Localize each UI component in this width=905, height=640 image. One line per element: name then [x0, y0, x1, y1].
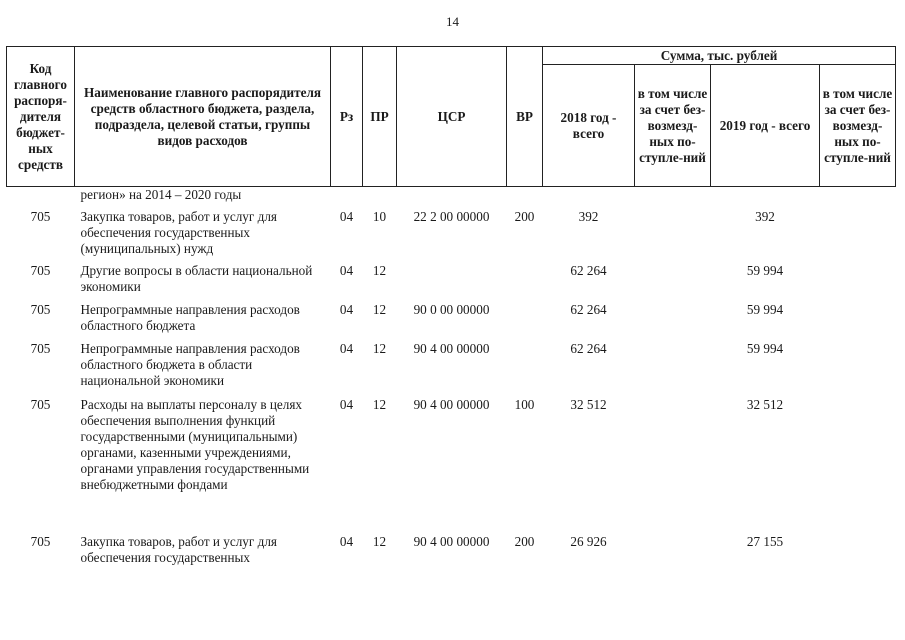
row-2019-total: 32 512 [746, 397, 784, 412]
row-name: Непрограммные направления расходов областного бюджета [80, 302, 300, 333]
row-code: 705 [30, 341, 51, 356]
row-2018-free [635, 532, 711, 572]
row-2018-free [635, 339, 711, 395]
row-code: 705 [30, 534, 51, 549]
row-code: 705 [30, 302, 51, 317]
row-name: Закупка товаров, работ и услуг для обеспечения государственных [80, 534, 277, 565]
row-code: 705 [30, 263, 51, 278]
row-2018-free [635, 300, 711, 339]
row-2019-total: 27 155 [746, 534, 784, 549]
row-2018-free [635, 395, 711, 532]
row-csr [397, 261, 507, 300]
row-pr: 12 [372, 302, 387, 317]
row-2018-total: 62 264 [570, 341, 607, 356]
row-vr [507, 339, 543, 395]
row-2018-free [635, 261, 711, 300]
row-2019-free [820, 532, 896, 572]
table-row [7, 261, 896, 300]
cont-code-cell [7, 187, 75, 208]
row-rz: 04 [339, 534, 354, 549]
table-row [7, 300, 896, 339]
header-2018-free: в том числе за счет без-возмезд-ных по-ступле-ний [635, 65, 711, 187]
row-name: Закупка товаров, работ и услуг для обеспечения государственных (муниципальных) нужд [80, 209, 277, 256]
row-code: 705 [30, 209, 51, 224]
row-name: Непрограммные направления расходов областного бюджета в области национальной экономики [80, 341, 300, 388]
row-2019-total: 59 994 [746, 341, 784, 356]
continuation-text: регион» на 2014 – 2020 годы [80, 187, 242, 202]
header-2018-total: 2018 год - всего [543, 65, 635, 187]
table-row [7, 207, 896, 261]
table-row [7, 339, 896, 395]
row-pr: 12 [372, 397, 387, 412]
row-pr: 12 [372, 534, 387, 549]
row-csr: 90 0 00 00000 [413, 302, 490, 317]
row-vr [507, 261, 543, 300]
budget-table [6, 46, 896, 572]
row-pr: 12 [372, 263, 387, 278]
row-2019-free [820, 261, 896, 300]
row-2019-free [820, 300, 896, 339]
row-name: Другие вопросы в области национальной экономики [80, 263, 313, 294]
row-rz: 04 [339, 397, 354, 412]
row-code: 705 [30, 397, 51, 412]
row-2019-total: 59 994 [746, 263, 784, 278]
table-row [7, 395, 896, 532]
row-rz: 04 [339, 263, 354, 278]
row-vr: 200 [514, 209, 535, 224]
header-csr: ЦСР [397, 47, 507, 187]
row-2018-total: 26 926 [570, 534, 607, 549]
row-2018-total: 392 [578, 209, 599, 224]
table-row [7, 532, 896, 572]
header-2019-total: 2019 год - всего [711, 65, 820, 187]
row-2018-free [635, 207, 711, 261]
row-vr: 200 [514, 534, 535, 549]
row-2018-total: 32 512 [570, 397, 607, 412]
row-name: Расходы на выплаты персоналу в целях обеспечения выполнения функций государственными (муниципальными) органами, казенными учреждениями, органами управления государственными внебюджетными фондами [80, 397, 310, 492]
row-csr: 22 2 00 00000 [413, 209, 490, 224]
row-2019-total: 392 [755, 209, 775, 224]
row-csr: 90 4 00 00000 [413, 341, 490, 356]
row-2018-total: 62 264 [570, 302, 607, 317]
row-vr: 100 [514, 397, 535, 412]
header-rz: Рз [331, 47, 363, 187]
row-pr: 10 [372, 209, 387, 224]
row-csr: 90 4 00 00000 [413, 397, 490, 412]
header-name: Наименование главного распорядителя средств областного бюджета, раздела, подраздела, целевой статьи, группы видов расходов [75, 47, 331, 187]
row-pr: 12 [372, 341, 387, 356]
row-rz: 04 [339, 341, 354, 356]
row-2019-free [820, 207, 896, 261]
header-pr: ПР [363, 47, 397, 187]
row-rz: 04 [339, 209, 354, 224]
row-vr [507, 300, 543, 339]
row-rz: 04 [339, 302, 354, 317]
header-sum: Сумма, тыс. рублей [543, 47, 896, 65]
header-2019-free: в том числе за счет без-возмезд-ных по-ступле-ний [820, 65, 896, 187]
row-2019-total: 59 994 [746, 302, 784, 317]
header-vr: ВР [507, 47, 543, 187]
row-csr: 90 4 00 00000 [413, 534, 490, 549]
page-number: 14 [446, 14, 459, 29]
row-2019-free [820, 339, 896, 395]
header-code: Код главного распоря-дителя бюджет-ных средств [7, 47, 75, 187]
row-2019-free [820, 395, 896, 532]
row-2018-total: 62 264 [570, 263, 607, 278]
